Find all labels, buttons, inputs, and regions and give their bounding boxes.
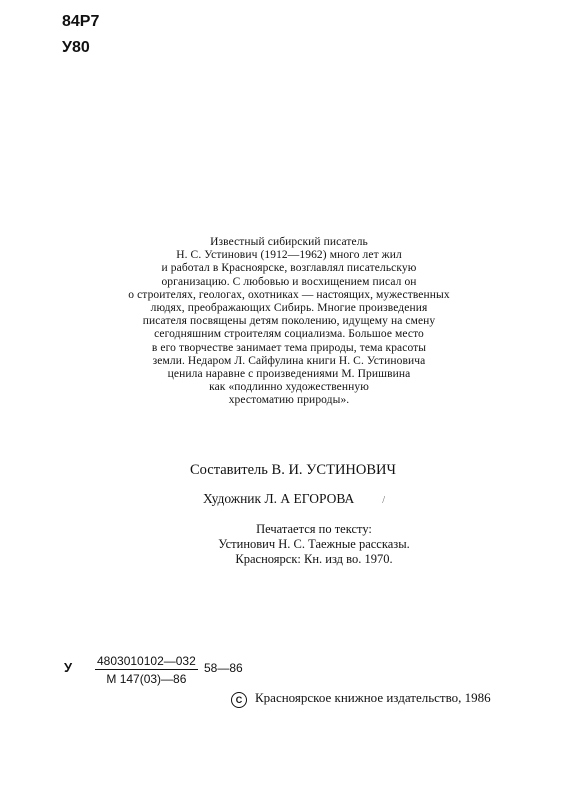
book-annotation (64, 236, 514, 408)
index-fraction (95, 654, 198, 686)
udc-code-secondary: У80 (62, 39, 90, 56)
udc-code-primary: 84Р7 (62, 13, 100, 30)
annotation-line: людях, преображающих Сибирь. Многие произведения (150, 302, 428, 315)
compiler-credit: Составитель В. И. УСТИНОВИЧ (190, 462, 396, 478)
annotation-line: ценила наравне с произведениями М. Пришвина (167, 368, 411, 381)
copyright-text: Красноярское книжное издательство, 1986 (255, 690, 491, 705)
annotation-line: Н. С. Устинович (1912—1962) много лет жил (176, 249, 402, 262)
annotation-line: писателя посвящены детям поколению, идущему на смену (142, 315, 436, 328)
annotation-line: сегодняшним строителям социализма. Большое место (154, 328, 424, 341)
index-denominator: М 147(03)—86 (106, 672, 187, 686)
copyright-line (231, 690, 491, 708)
annotation-line: как «подлинно художественную (209, 381, 369, 394)
annotation-line: Известный сибирский писатель (210, 236, 368, 248)
index-numerator: 4803010102—032 (97, 654, 196, 668)
source-line: Красноярск: Кн. изд во. 1970. (235, 552, 393, 566)
index-letter: У (64, 660, 73, 675)
annotation-line: и работал в Красноярске, возглавлял писательскую (161, 262, 417, 275)
source-line: Печатается по тексту: (256, 522, 372, 536)
annotation-line: организацию. С любовью и восхищением писал он (161, 275, 417, 288)
artist-credit-text: Художник Л. А ЕГОРОВА (203, 491, 355, 506)
annotation-line: земли. Недаром Л. Сайфулина книги Н. С. Устиновича (152, 354, 426, 367)
annotation-line: хрестоматию природы». (228, 394, 350, 407)
annotation-line: о строителях, геологах, охотниках — настоящих, мужественных (128, 288, 450, 301)
stray-mark: / (382, 495, 386, 506)
artist-credit (203, 491, 385, 507)
copyright-icon: С (231, 692, 247, 708)
index-suffix: 58—86 (204, 661, 243, 675)
annotation-line: в его творчестве занимает тема природы, тема красоты (151, 341, 427, 354)
source-line: Устинович Н. С. Таежные рассказы. (218, 537, 410, 551)
source-note (194, 522, 434, 567)
